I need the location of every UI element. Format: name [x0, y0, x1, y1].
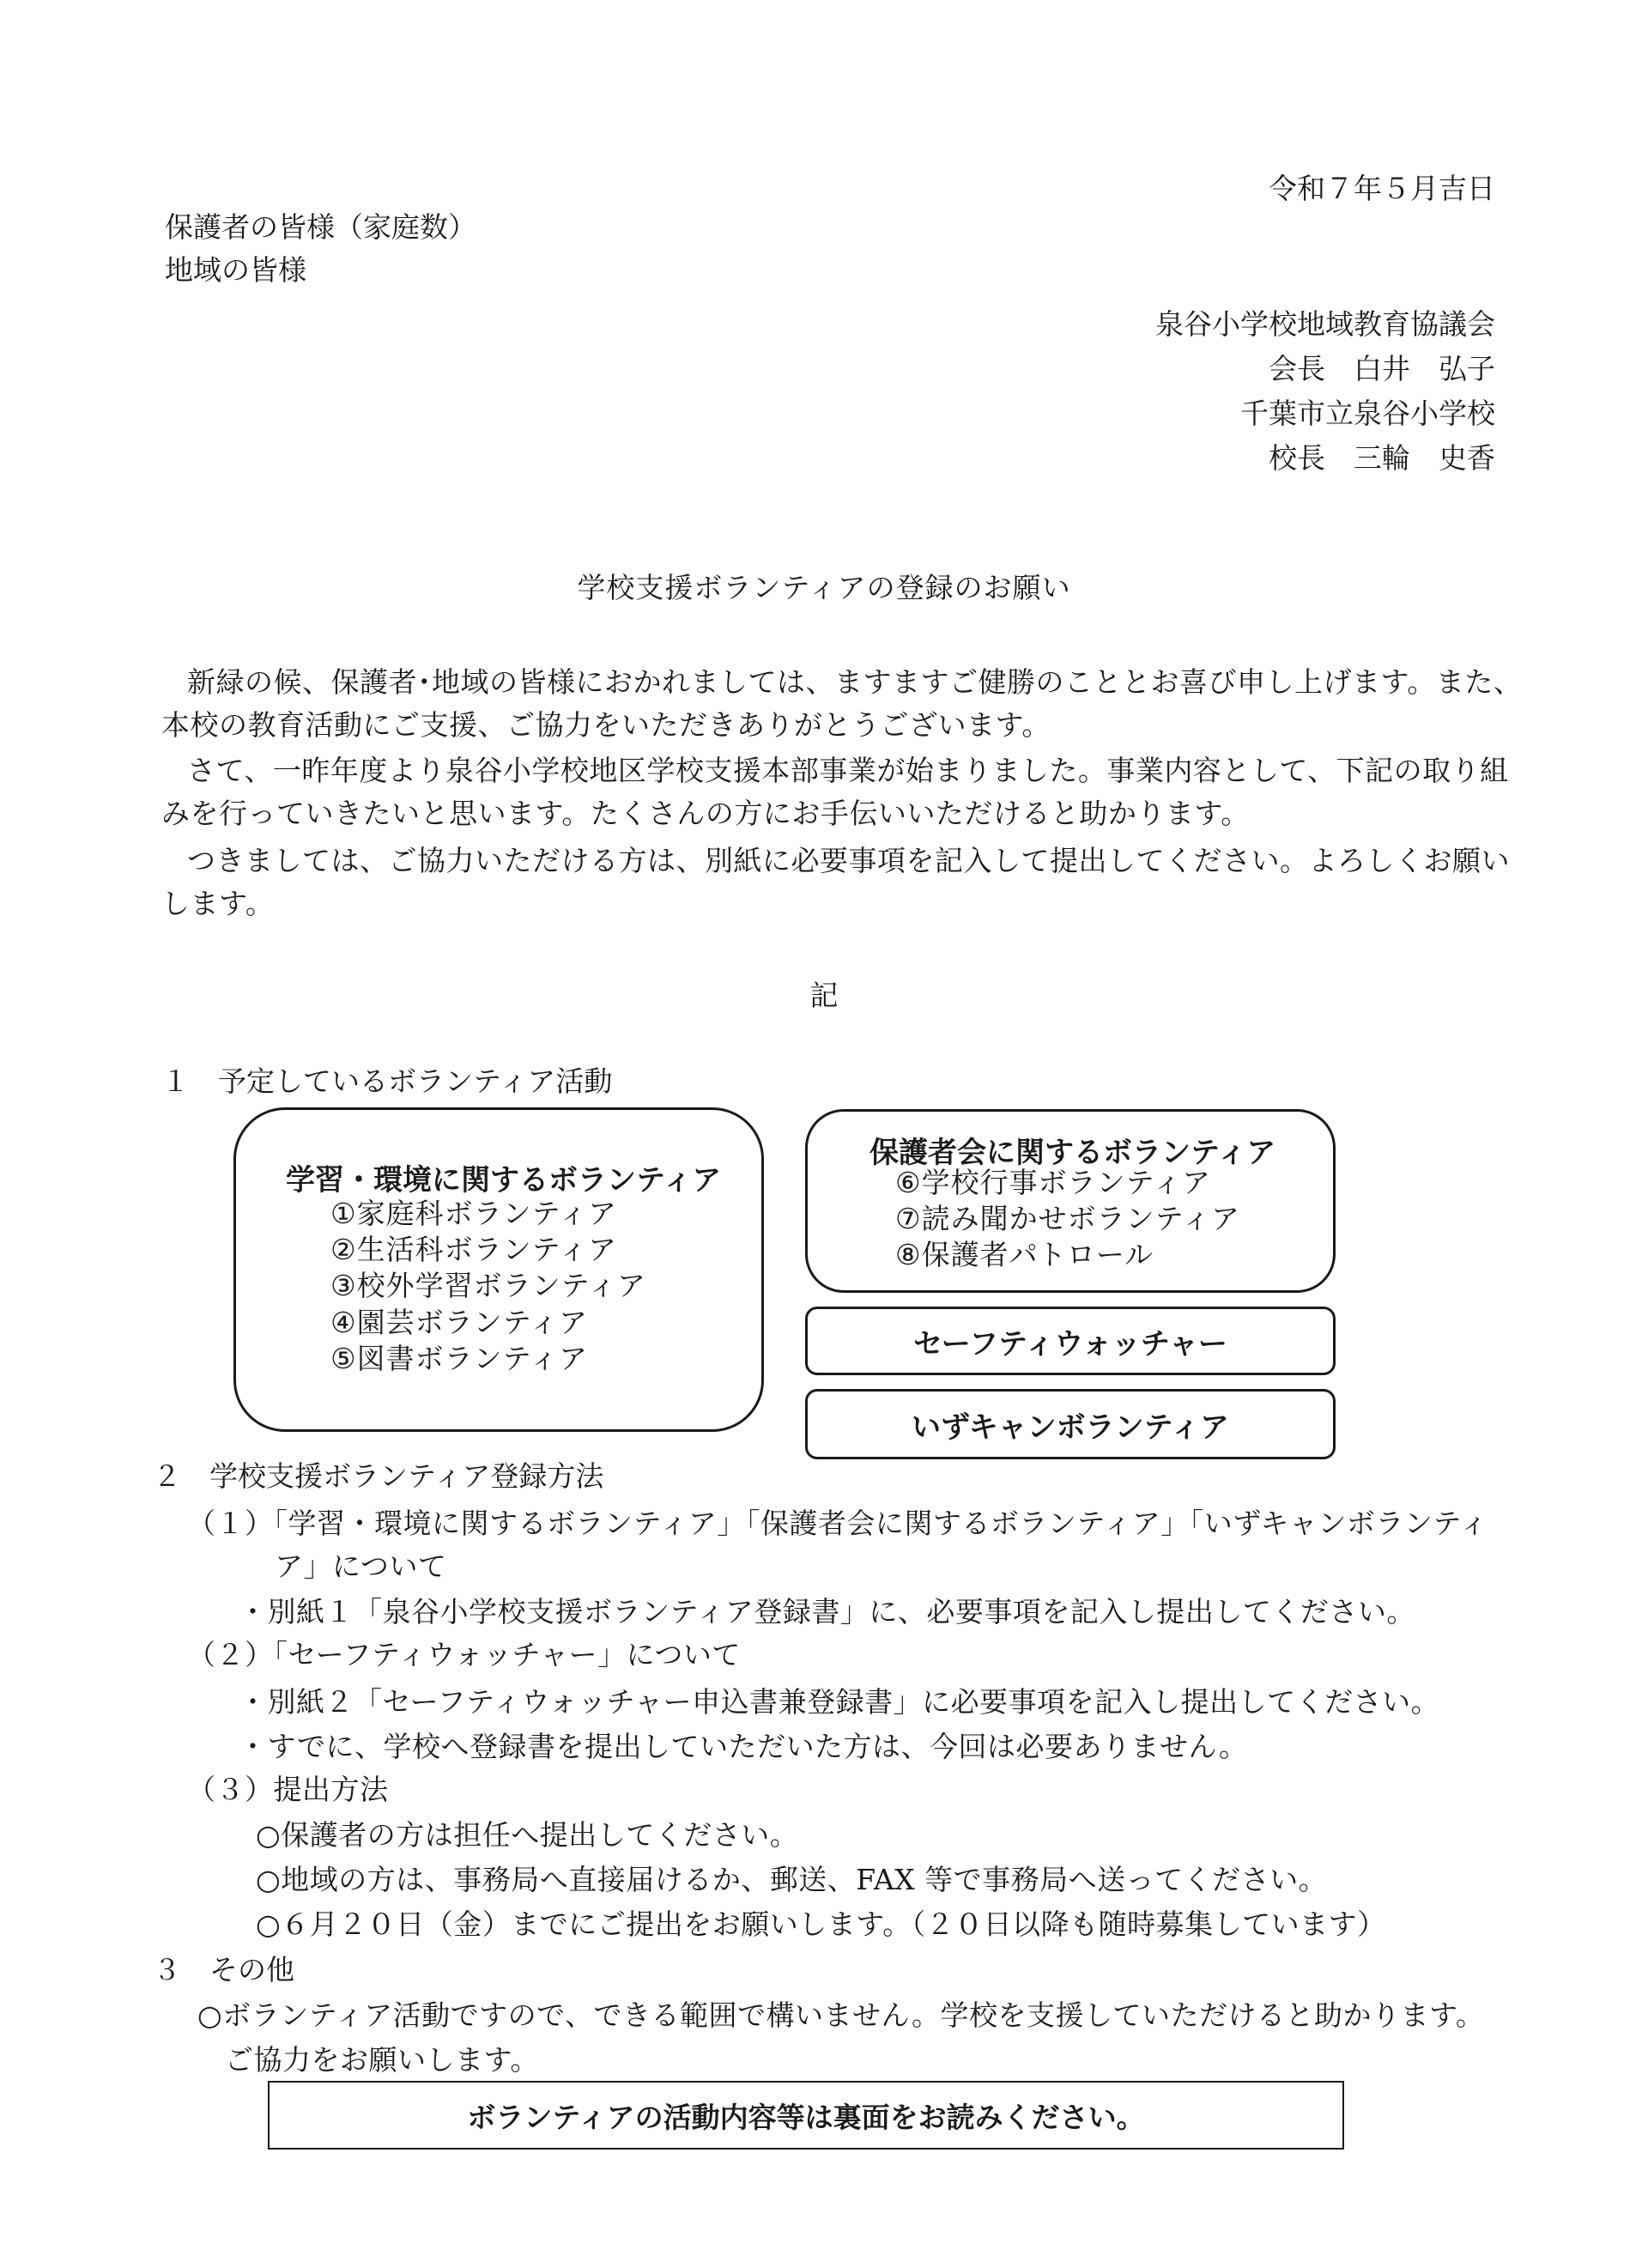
body-line-4: みを行っていきたいと思います。たくさんの方にお手伝いいただけると助かります。 [161, 797, 1250, 830]
body-line-3: さて、一昨年度より泉谷小学校地区学校支援本部事業が始まりました。事業内容として、下記の取り組 [187, 754, 1509, 787]
section2-line-9: ○地域の方は、事務局へ直接届けるか、郵送、FAX 等で事務局へ送ってください。 [256, 1863, 1328, 1896]
learning-item-3: ③校外学習ボランティア [330, 1269, 646, 1303]
footer-notice-text: ボランティアの活動内容等は裏面をお読みください。 [467, 2100, 1145, 2134]
izu-camp-box [805, 1389, 1336, 1459]
pta-item-8: ⑧保護者パトロール [895, 1238, 1154, 1272]
pta-item-6: ⑥学校行事ボランティア [895, 1166, 1211, 1199]
document-date: 令和７年５月吉日 [1269, 172, 1495, 205]
learning-volunteer-title: 学習・環境に関するボランティア [286, 1163, 722, 1198]
section1-heading: １ 予定しているボランティア活動 [161, 1064, 613, 1098]
recipient-parents: 保護者の皆様（家庭数） [165, 210, 476, 244]
section2-line-2: ア」について [275, 1549, 447, 1583]
safety-watcher-label: セーフティウォッチャー [913, 1326, 1227, 1361]
learning-item-5: ⑤図書ボランティア [330, 1341, 588, 1375]
section3-line-1: ○ボランティア活動ですので、できる範囲で構いません。学校を支援していただけると助かります。 [197, 1998, 1485, 2032]
section2-line-10: ○６月２０日（金）までにご提出をお願いします。（２０日以降も随時募集しています） [256, 1907, 1386, 1941]
section2-line-6: ・すでに、学校へ登録書を提出していただいた方は、今回は必要ありません。 [239, 1730, 1248, 1763]
body-line-1: 新緑の候、保護者･地域の皆様におかれましては、ますますご健勝のこととお喜び申し上げます。また、 [187, 665, 1523, 699]
section2-line-3: ・別紙１「泉谷小学校支援ボランティア登録書」に、必要事項を記入し提出してください。 [239, 1595, 1415, 1628]
sender-principal: 校長 三輪 史香 [1269, 441, 1495, 475]
section3-line-2: ご協力をお願いします。 [225, 2043, 539, 2077]
section2-line-7: （３）提出方法 [187, 1773, 389, 1806]
safety-watcher-box [805, 1307, 1336, 1375]
sender-council-chair: 会長 白井 弘子 [1269, 352, 1495, 385]
learning-item-2: ②生活科ボランティア [330, 1233, 617, 1267]
recipient-community: 地域の皆様 [165, 253, 306, 287]
learning-item-4: ④園芸ボランティア [330, 1305, 588, 1339]
section2-line-5: ・別紙２「セーフティウォッチャー申込書兼登録書」に必要事項を記入し提出してください。 [239, 1685, 1440, 1719]
learning-item-1: ①家庭科ボランティア [330, 1197, 617, 1230]
footer-notice-box [268, 2081, 1344, 2150]
section2-heading: ２ 学校支援ボランティア登録方法 [153, 1459, 604, 1493]
sender-school: 千葉市立泉谷小学校 [1240, 397, 1495, 430]
section2-line-1: （１）「学習・環境に関するボランティア」「保護者会に関するボランティア」「いずキャンボランティ [187, 1507, 1488, 1540]
section2-line-4: （２）「セーフティウォッチャー」について [187, 1638, 741, 1671]
pta-item-7: ⑦読み聞かせボランティア [895, 1202, 1240, 1236]
page-title: 学校支援ボランティアの登録のお願い [577, 571, 1071, 604]
body-line-2: 本校の教育活動にご支援、ご協力をいただきありがとうございます。 [161, 708, 1051, 742]
ki-marker: 記 [809, 979, 839, 1012]
pta-volunteer-box [805, 1109, 1336, 1293]
pta-volunteer-title: 保護者会に関するボランティア [869, 1136, 1276, 1170]
learning-volunteer-box [233, 1107, 764, 1432]
izu-camp-label: いずキャンボランティア [912, 1410, 1229, 1445]
section2-line-8: ○保護者の方は担任へ提出してください。 [256, 1818, 799, 1852]
section3-heading: ３ その他 [153, 1953, 294, 1986]
body-line-6: します。 [161, 887, 275, 920]
body-line-5: つきましては、ご協力いただける方は、別紙に必要事項を記入して提出してください。よろしくお願い [187, 844, 1510, 877]
sender-council: 泉谷小学校地域教育協議会 [1155, 307, 1495, 341]
